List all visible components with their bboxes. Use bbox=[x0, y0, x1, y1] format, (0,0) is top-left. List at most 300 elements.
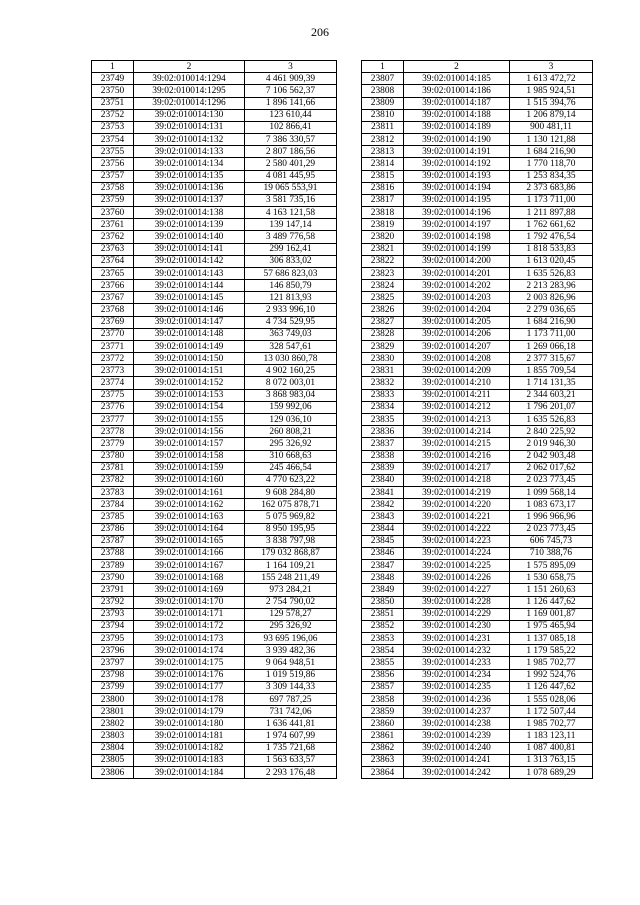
cadastral-value: 1 974 607,99 bbox=[245, 730, 337, 742]
cadastral-value: 102 866,41 bbox=[245, 121, 337, 133]
cadastral-number: 39:02:010014:204 bbox=[404, 304, 510, 316]
cadastral-value: 1 083 673,17 bbox=[510, 499, 593, 511]
row-number: 23819 bbox=[362, 219, 404, 231]
cadastral-number: 39:02:010014:235 bbox=[404, 681, 510, 693]
cadastral-value: 2 754 790,02 bbox=[245, 596, 337, 608]
table-row bbox=[362, 487, 593, 499]
table-row bbox=[92, 73, 337, 85]
cadastral-number: 39:02:010014:1294 bbox=[134, 73, 245, 85]
table-row bbox=[92, 109, 337, 121]
cadastral-number: 39:02:010014:159 bbox=[134, 462, 245, 474]
cadastral-number: 39:02:010014:188 bbox=[404, 109, 510, 121]
cadastral-value: 1 078 689,29 bbox=[510, 766, 593, 778]
cadastral-value: 697 787,25 bbox=[245, 693, 337, 705]
row-number: 23799 bbox=[92, 681, 134, 693]
cadastral-value: 710 388,76 bbox=[510, 547, 593, 559]
row-number: 23853 bbox=[362, 633, 404, 645]
table-row bbox=[92, 219, 337, 231]
cadastral-value: 1 530 658,75 bbox=[510, 572, 593, 584]
cadastral-number: 39:02:010014:201 bbox=[404, 267, 510, 279]
cadastral-value: 1 130 121,88 bbox=[510, 134, 593, 146]
table-row bbox=[362, 109, 593, 121]
row-number: 23858 bbox=[362, 693, 404, 705]
row-number: 23787 bbox=[92, 535, 134, 547]
table-row bbox=[92, 401, 337, 413]
cadastral-number: 39:02:010014:134 bbox=[134, 158, 245, 170]
cadastral-value: 2 023 773,45 bbox=[510, 523, 593, 535]
cadastral-number: 39:02:010014:240 bbox=[404, 742, 510, 754]
row-number: 23762 bbox=[92, 231, 134, 243]
cadastral-number: 39:02:010014:186 bbox=[404, 85, 510, 97]
cadastral-number: 39:02:010014:167 bbox=[134, 560, 245, 572]
row-number: 23760 bbox=[92, 207, 134, 219]
cadastral-number: 39:02:010014:207 bbox=[404, 340, 510, 352]
cadastral-value: 3 581 735,16 bbox=[245, 194, 337, 206]
row-number: 23777 bbox=[92, 413, 134, 425]
row-number: 23833 bbox=[362, 389, 404, 401]
row-number: 23850 bbox=[362, 596, 404, 608]
table-row bbox=[92, 182, 337, 194]
cadastral-value: 2 840 225,92 bbox=[510, 426, 593, 438]
table-row bbox=[362, 474, 593, 486]
row-number: 23788 bbox=[92, 547, 134, 559]
table-row bbox=[362, 766, 593, 778]
cadastral-number: 39:02:010014:133 bbox=[134, 146, 245, 158]
column-header-value: 3 bbox=[510, 61, 593, 73]
table-row bbox=[92, 596, 337, 608]
cadastral-value: 4 734 529,95 bbox=[245, 316, 337, 328]
table-row bbox=[362, 85, 593, 97]
cadastral-number: 39:02:010014:161 bbox=[134, 487, 245, 499]
cadastral-value: 123 610,44 bbox=[245, 109, 337, 121]
table-row bbox=[362, 328, 593, 340]
table-row bbox=[92, 584, 337, 596]
row-number: 23773 bbox=[92, 365, 134, 377]
row-number: 23779 bbox=[92, 438, 134, 450]
table-row bbox=[92, 243, 337, 255]
cadastral-number: 39:02:010014:147 bbox=[134, 316, 245, 328]
cadastral-number: 39:02:010014:191 bbox=[404, 146, 510, 158]
cadastral-value: 1 211 897,88 bbox=[510, 207, 593, 219]
cadastral-value: 1 019 519,86 bbox=[245, 669, 337, 681]
table-row bbox=[362, 693, 593, 705]
row-number: 23815 bbox=[362, 170, 404, 182]
cadastral-value: 159 992,06 bbox=[245, 401, 337, 413]
row-number: 23776 bbox=[92, 401, 134, 413]
table-row bbox=[362, 438, 593, 450]
cadastral-value: 2 807 186,56 bbox=[245, 146, 337, 158]
table-row bbox=[92, 170, 337, 182]
cadastral-value: 1 636 441,81 bbox=[245, 718, 337, 730]
cadastral-number: 39:02:010014:233 bbox=[404, 657, 510, 669]
table-row bbox=[92, 267, 337, 279]
cadastral-value: 1 684 216,90 bbox=[510, 316, 593, 328]
cadastral-value: 9 608 284,80 bbox=[245, 487, 337, 499]
table-row bbox=[362, 645, 593, 657]
row-number: 23807 bbox=[362, 73, 404, 85]
cadastral-number: 39:02:010014:131 bbox=[134, 121, 245, 133]
cadastral-value: 900 481,11 bbox=[510, 121, 593, 133]
cadastral-value: 3 939 482,36 bbox=[245, 645, 337, 657]
cadastral-value: 4 163 121,58 bbox=[245, 207, 337, 219]
cadastral-value: 1 975 465,94 bbox=[510, 620, 593, 632]
table-row bbox=[92, 657, 337, 669]
cadastral-number: 39:02:010014:217 bbox=[404, 462, 510, 474]
row-number: 23806 bbox=[92, 766, 134, 778]
cadastral-number: 39:02:010014:166 bbox=[134, 547, 245, 559]
cadastral-number: 39:02:010014:211 bbox=[404, 389, 510, 401]
cadastral-value: 2 062 017,62 bbox=[510, 462, 593, 474]
table-row bbox=[92, 693, 337, 705]
table-row bbox=[92, 121, 337, 133]
cadastral-number: 39:02:010014:216 bbox=[404, 450, 510, 462]
cadastral-value: 4 902 160,25 bbox=[245, 365, 337, 377]
cadastral-value: 1 151 260,63 bbox=[510, 584, 593, 596]
cadastral-value: 1 985 702,77 bbox=[510, 657, 593, 669]
cadastral-number: 39:02:010014:146 bbox=[134, 304, 245, 316]
table-row bbox=[92, 572, 337, 584]
row-number: 23863 bbox=[362, 754, 404, 766]
cadastral-value: 310 668,63 bbox=[245, 450, 337, 462]
table-row bbox=[92, 438, 337, 450]
cadastral-number: 39:02:010014:238 bbox=[404, 718, 510, 730]
cadastral-value: 1 563 633,57 bbox=[245, 754, 337, 766]
table-row bbox=[362, 718, 593, 730]
cadastral-value: 1 126 447,62 bbox=[510, 681, 593, 693]
row-number: 23832 bbox=[362, 377, 404, 389]
table-row bbox=[92, 194, 337, 206]
table-row bbox=[362, 170, 593, 182]
cadastral-number: 39:02:010014:196 bbox=[404, 207, 510, 219]
table-row bbox=[92, 742, 337, 754]
cadastral-value: 306 833,02 bbox=[245, 255, 337, 267]
cadastral-value: 1 087 400,81 bbox=[510, 742, 593, 754]
cadastral-number: 39:02:010014:192 bbox=[404, 158, 510, 170]
cadastral-value: 129 578,27 bbox=[245, 608, 337, 620]
row-number: 23796 bbox=[92, 645, 134, 657]
cadastral-number: 39:02:010014:231 bbox=[404, 633, 510, 645]
cadastral-value: 1 762 661,62 bbox=[510, 219, 593, 231]
row-number: 23768 bbox=[92, 304, 134, 316]
cadastral-value: 245 466,54 bbox=[245, 462, 337, 474]
cadastral-value: 8 072 003,01 bbox=[245, 377, 337, 389]
row-number: 23802 bbox=[92, 718, 134, 730]
table-row bbox=[92, 645, 337, 657]
cadastral-number: 39:02:010014:199 bbox=[404, 243, 510, 255]
cadastral-number: 39:02:010014:200 bbox=[404, 255, 510, 267]
row-number: 23848 bbox=[362, 572, 404, 584]
row-number: 23757 bbox=[92, 170, 134, 182]
table-row bbox=[92, 85, 337, 97]
cadastral-number: 39:02:010014:194 bbox=[404, 182, 510, 194]
cadastral-number: 39:02:010014:224 bbox=[404, 547, 510, 559]
page-number: 206 bbox=[311, 25, 329, 39]
row-number: 23831 bbox=[362, 365, 404, 377]
cadastral-number: 39:02:010014:236 bbox=[404, 693, 510, 705]
cadastral-number: 39:02:010014:226 bbox=[404, 572, 510, 584]
row-number: 23785 bbox=[92, 511, 134, 523]
cadastral-number: 39:02:010014:177 bbox=[134, 681, 245, 693]
cadastral-value: 1 515 394,76 bbox=[510, 97, 593, 109]
row-number: 23822 bbox=[362, 255, 404, 267]
cadastral-value: 2 042 903,48 bbox=[510, 450, 593, 462]
table-row bbox=[92, 97, 337, 109]
cadastral-value: 2 023 773,45 bbox=[510, 474, 593, 486]
cadastral-number: 39:02:010014:156 bbox=[134, 426, 245, 438]
cadastral-value: 973 284,21 bbox=[245, 584, 337, 596]
table-row bbox=[362, 706, 593, 718]
cadastral-number: 39:02:010014:143 bbox=[134, 267, 245, 279]
row-number: 23823 bbox=[362, 267, 404, 279]
row-number: 23829 bbox=[362, 340, 404, 352]
row-number: 23755 bbox=[92, 146, 134, 158]
cadastral-number: 39:02:010014:132 bbox=[134, 134, 245, 146]
cadastral-number: 39:02:010014:173 bbox=[134, 633, 245, 645]
cadastral-value: 1 818 533,83 bbox=[510, 243, 593, 255]
cadastral-number: 39:02:010014:220 bbox=[404, 499, 510, 511]
cadastral-number: 39:02:010014:1296 bbox=[134, 97, 245, 109]
cadastral-value: 7 106 562,37 bbox=[245, 85, 337, 97]
cadastral-value: 7 386 330,57 bbox=[245, 134, 337, 146]
row-number: 23843 bbox=[362, 511, 404, 523]
row-number: 23824 bbox=[362, 280, 404, 292]
row-number: 23772 bbox=[92, 353, 134, 365]
table-row bbox=[362, 121, 593, 133]
table-row bbox=[92, 450, 337, 462]
row-number: 23860 bbox=[362, 718, 404, 730]
cadastral-number: 39:02:010014:229 bbox=[404, 608, 510, 620]
row-number: 23828 bbox=[362, 328, 404, 340]
table-row bbox=[362, 426, 593, 438]
row-number: 23770 bbox=[92, 328, 134, 340]
row-number: 23805 bbox=[92, 754, 134, 766]
row-number: 23861 bbox=[362, 730, 404, 742]
table-row bbox=[362, 243, 593, 255]
cadastral-value: 1 735 721,68 bbox=[245, 742, 337, 754]
row-number: 23801 bbox=[92, 706, 134, 718]
row-number: 23800 bbox=[92, 693, 134, 705]
table-row bbox=[362, 523, 593, 535]
row-number: 23856 bbox=[362, 669, 404, 681]
cadastral-value: 129 036,10 bbox=[245, 413, 337, 425]
cadastral-number: 39:02:010014:195 bbox=[404, 194, 510, 206]
column-header-number: 1 bbox=[362, 61, 404, 73]
cadastral-number: 39:02:010014:174 bbox=[134, 645, 245, 657]
row-number: 23864 bbox=[362, 766, 404, 778]
cadastral-number: 39:02:010014:169 bbox=[134, 584, 245, 596]
table-row bbox=[362, 182, 593, 194]
cadastral-number: 39:02:010014:180 bbox=[134, 718, 245, 730]
cadastral-value: 1 179 585,22 bbox=[510, 645, 593, 657]
cadastral-number: 39:02:010014:155 bbox=[134, 413, 245, 425]
cadastral-value: 139 147,14 bbox=[245, 219, 337, 231]
row-number: 23818 bbox=[362, 207, 404, 219]
row-number: 23816 bbox=[362, 182, 404, 194]
table-row bbox=[92, 487, 337, 499]
row-number: 23758 bbox=[92, 182, 134, 194]
cadastral-value: 179 032 868,87 bbox=[245, 547, 337, 559]
table-row bbox=[92, 158, 337, 170]
table-row bbox=[92, 633, 337, 645]
table-row bbox=[92, 207, 337, 219]
row-number: 23756 bbox=[92, 158, 134, 170]
cadastral-number: 39:02:010014:138 bbox=[134, 207, 245, 219]
row-number: 23857 bbox=[362, 681, 404, 693]
table-row bbox=[362, 462, 593, 474]
row-number: 23767 bbox=[92, 292, 134, 304]
cadastral-number: 39:02:010014:239 bbox=[404, 730, 510, 742]
row-number: 23851 bbox=[362, 608, 404, 620]
table-row bbox=[362, 681, 593, 693]
header-row bbox=[92, 61, 337, 73]
cadastral-number: 39:02:010014:172 bbox=[134, 620, 245, 632]
table-row bbox=[92, 231, 337, 243]
cadastral-value: 2 933 996,10 bbox=[245, 304, 337, 316]
row-number: 23783 bbox=[92, 487, 134, 499]
table-row bbox=[362, 280, 593, 292]
row-number: 23817 bbox=[362, 194, 404, 206]
cadastral-value: 2 377 315,67 bbox=[510, 353, 593, 365]
table-row bbox=[362, 304, 593, 316]
table-row bbox=[92, 316, 337, 328]
cadastral-number: 39:02:010014:176 bbox=[134, 669, 245, 681]
table-row bbox=[92, 389, 337, 401]
table-row bbox=[362, 450, 593, 462]
cadastral-value: 9 064 948,51 bbox=[245, 657, 337, 669]
row-number: 23842 bbox=[362, 499, 404, 511]
row-number: 23781 bbox=[92, 462, 134, 474]
cadastral-value: 1 173 711,00 bbox=[510, 194, 593, 206]
table-row bbox=[362, 316, 593, 328]
cadastral-number: 39:02:010014:170 bbox=[134, 596, 245, 608]
table-row bbox=[362, 231, 593, 243]
table-row bbox=[362, 146, 593, 158]
cadastral-number: 39:02:010014:185 bbox=[404, 73, 510, 85]
table-row bbox=[92, 730, 337, 742]
left-register-table bbox=[91, 60, 337, 779]
row-number: 23820 bbox=[362, 231, 404, 243]
row-number: 23840 bbox=[362, 474, 404, 486]
table-row bbox=[362, 584, 593, 596]
cadastral-number: 39:02:010014:168 bbox=[134, 572, 245, 584]
table-row bbox=[362, 255, 593, 267]
cadastral-number: 39:02:010014:202 bbox=[404, 280, 510, 292]
row-number: 23759 bbox=[92, 194, 134, 206]
cadastral-number: 39:02:010014:175 bbox=[134, 657, 245, 669]
table-row bbox=[362, 511, 593, 523]
row-number: 23792 bbox=[92, 596, 134, 608]
row-number: 23838 bbox=[362, 450, 404, 462]
cadastral-number: 39:02:010014:153 bbox=[134, 389, 245, 401]
table-row bbox=[362, 608, 593, 620]
cadastral-number: 39:02:010014:227 bbox=[404, 584, 510, 596]
table-row bbox=[362, 377, 593, 389]
cadastral-number: 39:02:010014:152 bbox=[134, 377, 245, 389]
cadastral-number: 39:02:010014:209 bbox=[404, 365, 510, 377]
table-row bbox=[92, 426, 337, 438]
table-row bbox=[92, 328, 337, 340]
cadastral-value: 57 686 823,03 bbox=[245, 267, 337, 279]
cadastral-number: 39:02:010014:223 bbox=[404, 535, 510, 547]
table-row bbox=[362, 73, 593, 85]
cadastral-value: 1 684 216,90 bbox=[510, 146, 593, 158]
table-row bbox=[92, 620, 337, 632]
table-row bbox=[92, 462, 337, 474]
row-number: 23841 bbox=[362, 487, 404, 499]
cadastral-number: 39:02:010014:162 bbox=[134, 499, 245, 511]
table-row bbox=[92, 255, 337, 267]
cadastral-value: 363 749,03 bbox=[245, 328, 337, 340]
cadastral-value: 1 635 526,83 bbox=[510, 413, 593, 425]
row-number: 23803 bbox=[92, 730, 134, 742]
cadastral-value: 1 099 568,14 bbox=[510, 487, 593, 499]
cadastral-number: 39:02:010014:178 bbox=[134, 693, 245, 705]
cadastral-number: 39:02:010014:237 bbox=[404, 706, 510, 718]
cadastral-value: 2 373 683,86 bbox=[510, 182, 593, 194]
row-number: 23814 bbox=[362, 158, 404, 170]
row-number: 23765 bbox=[92, 267, 134, 279]
cadastral-number: 39:02:010014:219 bbox=[404, 487, 510, 499]
row-number: 23834 bbox=[362, 401, 404, 413]
cadastral-value: 2 293 176,48 bbox=[245, 766, 337, 778]
cadastral-value: 1 164 109,21 bbox=[245, 560, 337, 572]
cadastral-value: 1 126 447,62 bbox=[510, 596, 593, 608]
left-table-body bbox=[92, 73, 337, 779]
cadastral-number: 39:02:010014:151 bbox=[134, 365, 245, 377]
cadastral-value: 295 326,92 bbox=[245, 438, 337, 450]
cadastral-value: 1 253 834,35 bbox=[510, 170, 593, 182]
row-number: 23771 bbox=[92, 340, 134, 352]
table-row bbox=[92, 547, 337, 559]
cadastral-number: 39:02:010014:241 bbox=[404, 754, 510, 766]
right-register-table bbox=[361, 60, 593, 779]
cadastral-value: 2 003 826,96 bbox=[510, 292, 593, 304]
cadastral-value: 13 030 860,78 bbox=[245, 353, 337, 365]
row-number: 23849 bbox=[362, 584, 404, 596]
cadastral-number: 39:02:010014:228 bbox=[404, 596, 510, 608]
cadastral-value: 1 183 123,11 bbox=[510, 730, 593, 742]
table-row bbox=[362, 572, 593, 584]
cadastral-value: 1 985 924,51 bbox=[510, 85, 593, 97]
table-row bbox=[92, 304, 337, 316]
cadastral-value: 1 996 966,96 bbox=[510, 511, 593, 523]
table-row bbox=[92, 474, 337, 486]
cadastral-value: 1 770 118,70 bbox=[510, 158, 593, 170]
table-row bbox=[362, 401, 593, 413]
row-number: 23844 bbox=[362, 523, 404, 535]
row-number: 23782 bbox=[92, 474, 134, 486]
table-row bbox=[92, 511, 337, 523]
table-row bbox=[362, 340, 593, 352]
cadastral-value: 2 344 603,21 bbox=[510, 389, 593, 401]
cadastral-number: 39:02:010014:193 bbox=[404, 170, 510, 182]
row-number: 23790 bbox=[92, 572, 134, 584]
row-number: 23855 bbox=[362, 657, 404, 669]
table-row bbox=[92, 754, 337, 766]
cadastral-number: 39:02:010014:182 bbox=[134, 742, 245, 754]
cadastral-number: 39:02:010014:154 bbox=[134, 401, 245, 413]
cadastral-value: 1 714 131,35 bbox=[510, 377, 593, 389]
table-row bbox=[362, 657, 593, 669]
table-row bbox=[362, 730, 593, 742]
cadastral-number: 39:02:010014:140 bbox=[134, 231, 245, 243]
column-header-cadastral: 2 bbox=[134, 61, 245, 73]
row-number: 23789 bbox=[92, 560, 134, 572]
row-number: 23854 bbox=[362, 645, 404, 657]
cadastral-value: 1 173 711,00 bbox=[510, 328, 593, 340]
cadastral-value: 2 580 401,29 bbox=[245, 158, 337, 170]
row-number: 23811 bbox=[362, 121, 404, 133]
